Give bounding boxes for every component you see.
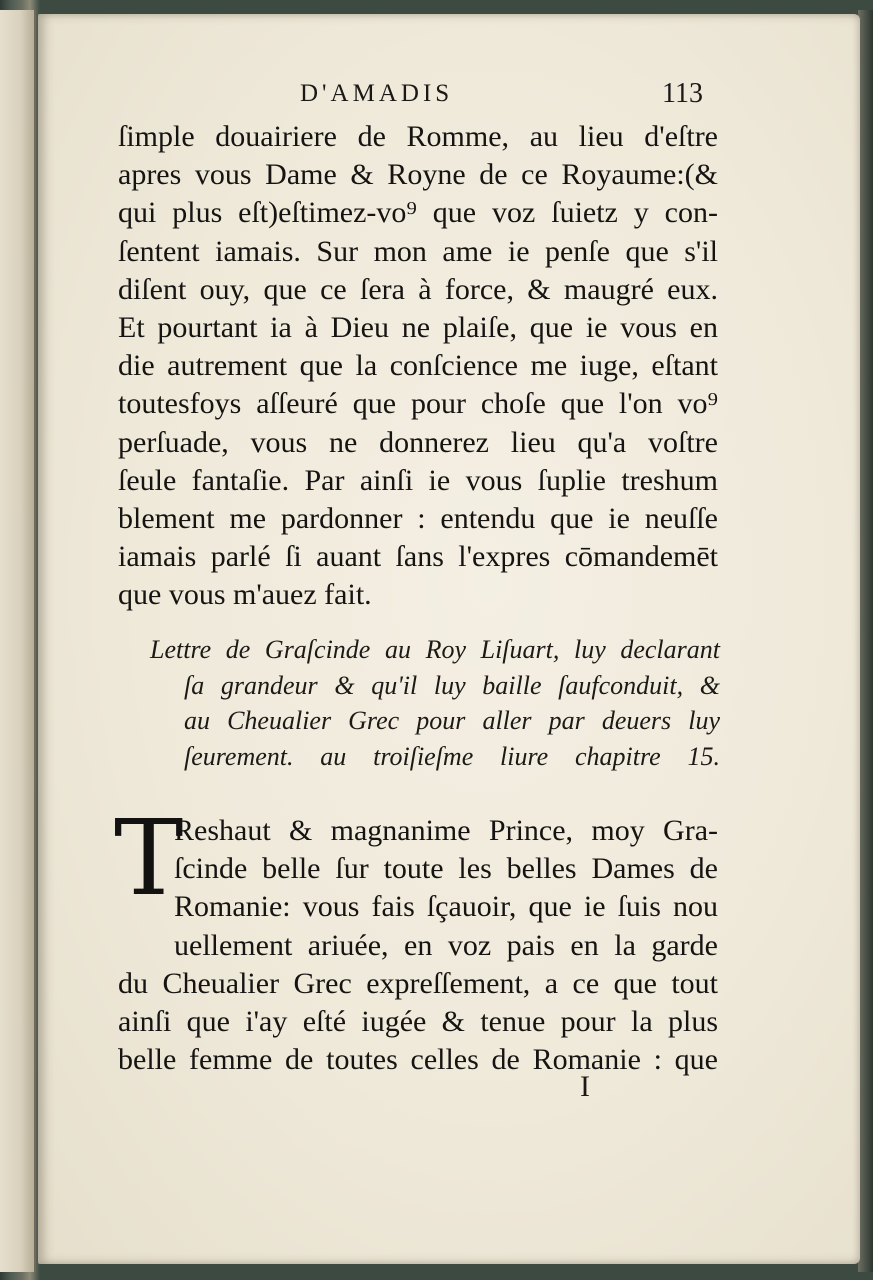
heading-line: ſa grandeur & qu'il luy baille ſaufconduit, &	[184, 670, 720, 700]
page-number: 113	[662, 78, 703, 109]
page-header	[300, 80, 740, 112]
book-cover-edge	[858, 10, 873, 1272]
body-text	[118, 118, 718, 615]
text-line: ſentent iamais. Sur mon ame ie penſe que s'il	[118, 234, 718, 268]
signature-mark: I	[580, 1070, 590, 1103]
text-line: ſeule fantaſie. Par ainſi ie vous ſuplie treshum	[118, 463, 718, 497]
chapter-heading	[150, 632, 720, 774]
letter-line: ainſi que i'ay eſté iugée & tenue pour la plus	[118, 1005, 718, 1039]
running-title: D'AMADIS	[300, 80, 454, 107]
text-line: blement me pardonner : entendu que ie neuſſe	[118, 502, 718, 536]
drop-cap: T	[114, 797, 184, 919]
text-line: perſuade, vous ne donnerez lieu qu'a voſtre	[118, 425, 718, 459]
letter-line: du Cheualier Grec expreſſement, a ce que tout	[118, 966, 718, 1000]
letter-text	[114, 797, 718, 1079]
text-line: ſimple douairiere de Romme, au lieu d'eſtre	[118, 120, 718, 153]
letter-line: belle femme de toutes celles de Romanie : que	[118, 1043, 718, 1077]
text-line: toutesfoys aſſeuré que pour choſe que l'on vo⁹	[118, 387, 718, 421]
letter-line: uellement ariuée, en voz pais en la garde	[174, 928, 718, 962]
letter-line: Romanie: vous fais ſçauoir, que ie ſuis nou	[174, 890, 718, 924]
text-line: Et pourtant ia à Dieu ne plaiſe, que ie vous en	[118, 311, 718, 345]
text-line: die autrement que la conſcience me iuge, eſtant	[118, 349, 718, 383]
text-line: diſent ouy, que ce ſera à force, & maugré eux.	[118, 272, 718, 306]
heading-line: au Cheualier Grec pour aller par deuers luy	[184, 706, 720, 735]
text-line: iamais parlé ſi auant ſans l'expres cōmandemēt	[118, 540, 718, 574]
letter-line: Reshaut & magnanime Prince, moy Gra-	[174, 814, 718, 847]
previous-page-edge	[0, 10, 36, 1272]
text-line: que vous m'auez fait.	[118, 578, 372, 612]
text-line: qui plus eſt)eſtimez-vo⁹ que voz ſuietz y con-	[118, 196, 718, 230]
heading-line: Lettre de Graſcinde au Roy Liſuart, luy declarant	[150, 635, 720, 664]
heading-line: ſeurement. au troiſieſme liure chapitre 15.	[184, 741, 720, 771]
letter-line: ſcinde belle ſur toute les belles Dames de	[174, 852, 718, 886]
text-line: apres vous Dame & Royne de ce Royaume:(&	[118, 158, 718, 192]
